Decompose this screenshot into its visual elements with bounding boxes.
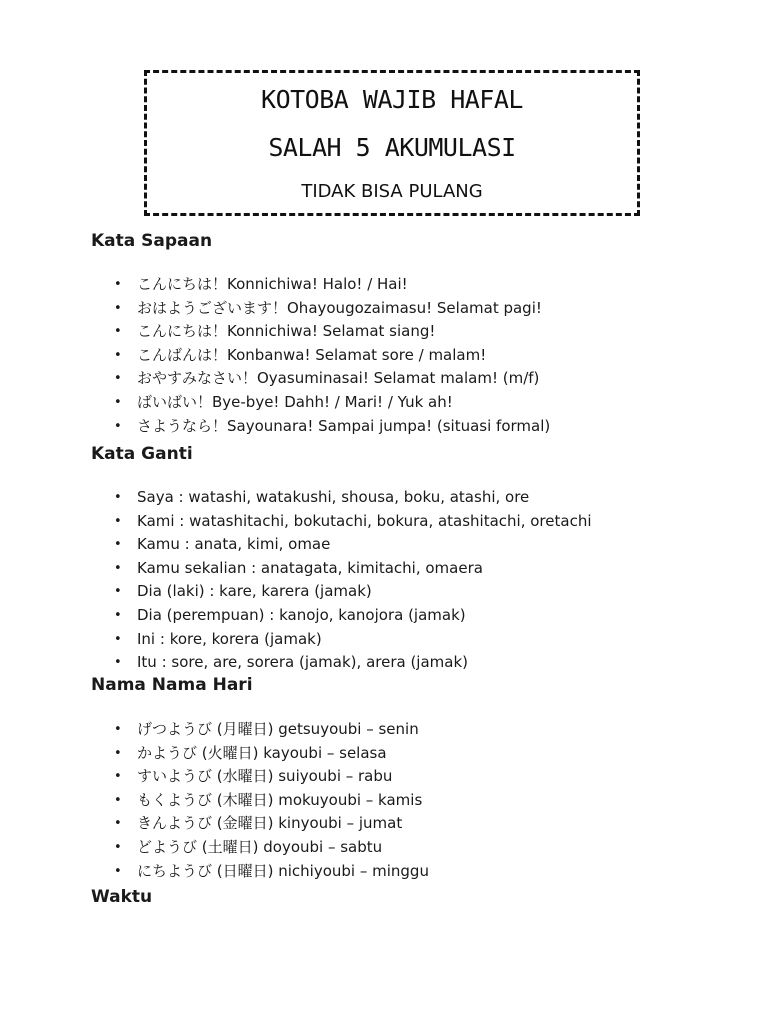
list-item-text: Dia (perempuan) : kanojo, kanojora (jamak): [137, 605, 466, 624]
bullet-icon: •: [114, 792, 122, 808]
title-subtitle: TIDAK BISA PULANG: [301, 181, 483, 202]
list-nama-nama-hari: [114, 718, 429, 883]
list-item: [114, 320, 550, 344]
list-item-text: Kamu sekalian : anatagata, kimitachi, omaera: [137, 558, 483, 577]
list-item-text: にちようび (日曜日) nichiyoubi – minggu: [137, 861, 429, 880]
bullet-icon: •: [114, 863, 122, 879]
section-heading-nama-nama-hari: Nama Nama Hari: [91, 675, 253, 695]
bullet-icon: •: [114, 490, 122, 505]
list-kata-ganti: [114, 486, 592, 675]
list-item-text: Kami : watashitachi, bokutachi, bokura, atashitachi, oretachi: [137, 511, 592, 530]
list-item: [114, 604, 592, 628]
bullet-icon: •: [114, 769, 122, 785]
title-line-1: KOTOBA WAJIB HAFAL: [261, 85, 523, 114]
list-item: [114, 297, 550, 321]
list-item-text: どようび (土曜日) doyoubi – sabtu: [137, 837, 383, 856]
bullet-icon: •: [114, 631, 122, 647]
list-item-text: きんようび (金曜日) kinyoubi – jumat: [137, 814, 403, 833]
title-line-2: SALAH 5 AKUMULASI: [268, 133, 516, 162]
list-item-text: もくようび (木曜日) mokuyoubi – kamis: [137, 790, 423, 809]
list-item: [114, 557, 592, 581]
list-item: [114, 718, 429, 742]
section-heading-kata-sapaan: Kata Sapaan: [91, 231, 213, 251]
list-item: [114, 510, 592, 534]
bullet-icon: •: [114, 584, 122, 600]
bullet-icon: •: [114, 537, 122, 553]
list-item: [114, 533, 592, 557]
bullet-icon: •: [114, 324, 122, 340]
list-item-text: こんにちは！Konnichiwa! Halo! / Hai!: [137, 275, 408, 293]
title-box: [144, 70, 640, 216]
bullet-icon: •: [114, 560, 122, 576]
list-item: [114, 651, 592, 675]
bullet-icon: •: [114, 371, 122, 387]
list-item-text: Kamu : anata, kimi, omae: [137, 535, 331, 554]
list-item: [114, 367, 550, 391]
list-item-text: こんにちは！Konnichiwa! Selamat siang!: [137, 322, 436, 341]
list-item-text: おはようございます！Ohayougozaimasu! Selamat pagi!: [137, 298, 542, 317]
list-item-text: おやすみなさい！Oyasuminasai! Selamat malam! (m/f): [137, 369, 540, 388]
list-item: [114, 415, 550, 439]
list-item: [114, 812, 429, 836]
bullet-icon: •: [114, 607, 122, 623]
list-item-text: かようび (火曜日) kayoubi – selasa: [137, 743, 387, 762]
section-heading-kata-ganti: Kata Ganti: [91, 444, 193, 464]
bullet-icon: •: [114, 816, 122, 832]
list-item-text: Saya : watashi, watakushi, shousa, boku, atashi, ore: [137, 488, 530, 506]
bullet-icon: •: [114, 277, 122, 292]
bullet-icon: •: [114, 300, 122, 316]
list-item: [114, 860, 429, 884]
section-heading-waktu: Waktu: [91, 887, 153, 907]
list-item-text: Dia (laki) : kare, karera (jamak): [137, 582, 372, 601]
list-item: [114, 344, 550, 368]
list-item: [114, 742, 429, 766]
bullet-icon: •: [114, 655, 122, 671]
bullet-icon: •: [114, 722, 122, 737]
bullet-icon: •: [114, 839, 122, 855]
list-item: [114, 273, 550, 297]
list-item-text: Ini : kore, korera (jamak): [137, 629, 322, 648]
bullet-icon: •: [114, 347, 122, 363]
list-item: [114, 836, 429, 860]
list-item-text: さようなら！Sayounara! Sampai jumpa! (situasi formal): [137, 416, 551, 435]
list-item: [114, 580, 592, 604]
bullet-icon: •: [114, 513, 122, 529]
list-item-text: げつようび (月曜日) getsuyoubi – senin: [137, 720, 419, 738]
list-item-text: すいようび (水曜日) suiyoubi – rabu: [137, 767, 393, 786]
bullet-icon: •: [114, 418, 122, 434]
list-item: [114, 628, 592, 652]
list-item-text: ばいばい！Bye-bye! Dahh! / Mari! / Yuk ah!: [137, 392, 453, 411]
list-kata-sapaan: [114, 273, 550, 438]
bullet-icon: •: [114, 745, 122, 761]
list-item-text: こんばんは！Konbanwa! Selamat sore / malam!: [137, 345, 487, 364]
bullet-icon: •: [114, 394, 122, 410]
list-item: [114, 486, 592, 510]
list-item: [114, 391, 550, 415]
list-item: [114, 765, 429, 789]
list-item: [114, 789, 429, 813]
list-item-text: Itu : sore, are, sorera (jamak), arera (jamak): [137, 653, 469, 672]
